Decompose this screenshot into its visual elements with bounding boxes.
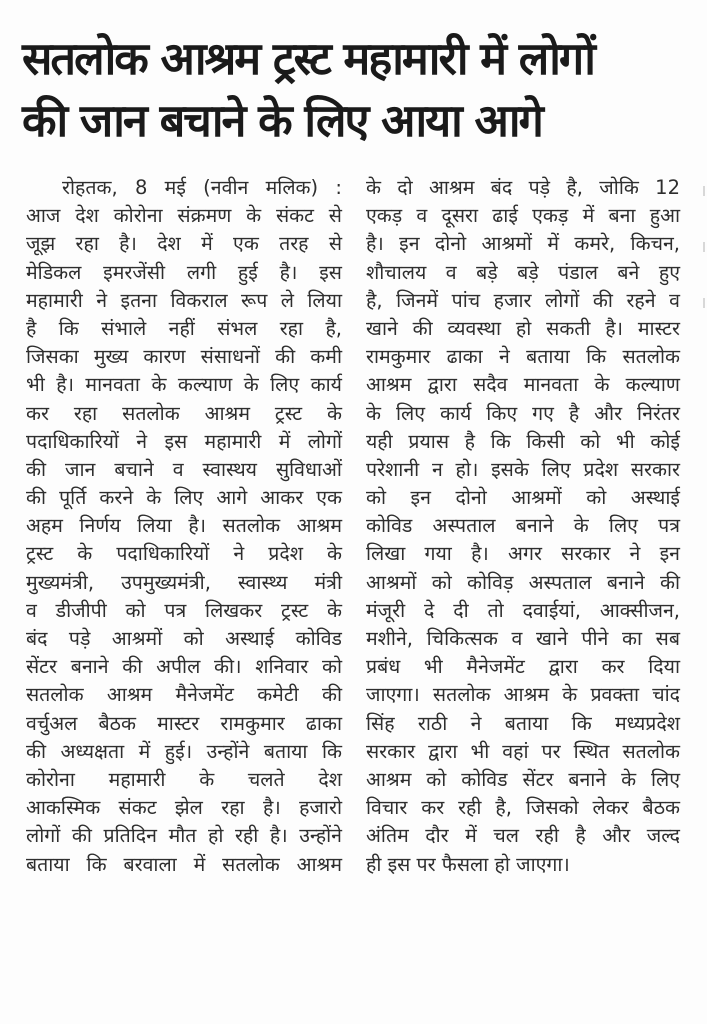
body-line: कर रहा सतलोक आश्रम ट्रस्ट के [26,401,342,425]
body-line: एकड़ व दूसरा ढाई एकड़ में बना हुआ [366,204,680,228]
body-line: जूझ रहा है। देश में एक तरह से [26,232,342,256]
body-line: मुख्यमंत्री, उपमुख्यमंत्री, स्वास्थ्य मंत्री [26,570,342,594]
article-headline [22,28,682,152]
body-line: की जान बचाने व स्वास्थय सुविधाओं [26,457,342,481]
body-line: कोविड अस्पताल बनाने के लिए पत्र [366,514,680,538]
body-line: की अध्यक्षता में हुई। उन्होंने बताया कि [26,739,342,763]
body-line: जाएगा। सतलोक आश्रम के प्रवक्ता चांद [366,683,680,707]
article-column-left [26,174,342,879]
headline-line-1: सतलोक आश्रम ट्रस्ट महामारी में लोगों [22,32,594,85]
headline-line-2: की जान बचाने के लिए आया आगे [22,94,542,147]
body-line: की पूर्ति करने के लिए आगे आकर एक [26,486,342,510]
body-line: लोगों की प्रतिदिन मौत हो रही है। उन्होंने [26,824,342,848]
body-line: लिखा गया है। अगर सरकार ने इन [366,542,680,566]
body-line: मेडिकल इमरजेंसी लगी हुई है। इस [26,260,342,284]
body-line: है। इन दोनो आश्रमों में कमरे, किचन, [366,232,680,256]
body-line: सरकार द्वारा भी वहां पर स्थित सतलोक [366,739,680,763]
scan-edge-mark [703,298,705,308]
body-line: बंद पड़े आश्रमों को अस्थाई कोविड [26,627,342,650]
body-line: आकस्मिक संकट झेल रहा है। हजारो [26,796,342,820]
body-line: व डीजीपी को पत्र लिखकर ट्रस्ट के [26,598,342,622]
body-line: अहम निर्णय लिया है। सतलोक आश्रम [26,514,342,538]
body-line: आश्रम को कोविड सेंटर बनाने के लिए [366,767,680,791]
article-column-right [366,174,680,879]
body-line: मशीने, चिकित्सक व खाने पीने का सब [366,627,680,650]
body-line: कोरोना महामारी के चलते देश [26,767,342,791]
body-line: आज देश कोरोना संक्रमण के संकट से [26,204,342,228]
body-line: महामारी ने इतना विकराल रूप ले लिया [26,288,342,312]
body-line: विचार कर रही है, जिसको लेकर बैठक [366,796,680,820]
body-line: वर्चुअल बैठक मास्टर रामकुमार ढाका [26,711,342,735]
scan-edge-mark [703,242,705,252]
body-line: खाने की व्यवस्था हो सकती है। मास्टर [366,316,680,340]
body-line: ट्रस्ट के पदाधिकारियों ने प्रदेश के [26,542,342,566]
body-line: आश्रम द्वारा सदैव मानवता के कल्याण [366,373,680,397]
body-line: मंजूरी दे दी तो दवाईयां, आक्सीजन, [366,598,680,622]
body-line: को इन दोनो आश्रमों को अस्थाई [366,486,680,510]
scan-edge-mark [703,186,705,196]
body-line: आश्रमों को कोविड़ अस्पताल बनाने की [366,570,680,594]
body-line: परेशानी न हो। इसके लिए प्रदेश सरकार [366,457,680,481]
body-line: जिसका मुख्य कारण संसाधनों की कमी [26,345,342,369]
body-line: रामकुमार ढाका ने बताया कि सतलोक [366,345,680,369]
body-line-last: ही इस पर फैसला हो जाएगा। [366,852,570,876]
body-line: है, जिनमें पांच हजार लोगों की रहने व [366,288,680,312]
body-line: यही प्रयास है कि किसी को भी कोई [366,429,680,453]
body-line: भी है। मानवता के कल्याण के लिए कार्य [26,373,342,397]
body-line: सतलोक आश्रम मैनेजमेंट कमेटी की [26,683,342,707]
body-line: प्रबंध भी मैनेजमेंट द्वारा कर दिया [366,655,680,679]
body-line: सिंह राठी ने बताया कि मध्यप्रदेश [366,711,680,735]
body-line: सेंटर बनाने की अपील की। शनिवार को [26,655,342,679]
body-line: अंतिम दौर में चल रही है और जल्द [366,824,680,848]
body-line: बताया कि बरवाला में सतलोक आश्रम [26,852,342,876]
body-line: है कि संभाले नहीं संभल रहा है, [26,316,342,340]
body-line: शौचालय व बड़े बड़े पंडाल बने हुए [366,260,680,284]
body-line: के लिए कार्य किए गए है और निरंतर [366,401,680,425]
body-line: पदाधिकारियों ने इस महामारी में लोगों [26,429,342,453]
body-line: के दो आश्रम बंद पड़े है, जोकि 12 [366,176,680,199]
dateline: रोहतक, 8 मई (नवीन मलिक) : [62,176,342,199]
